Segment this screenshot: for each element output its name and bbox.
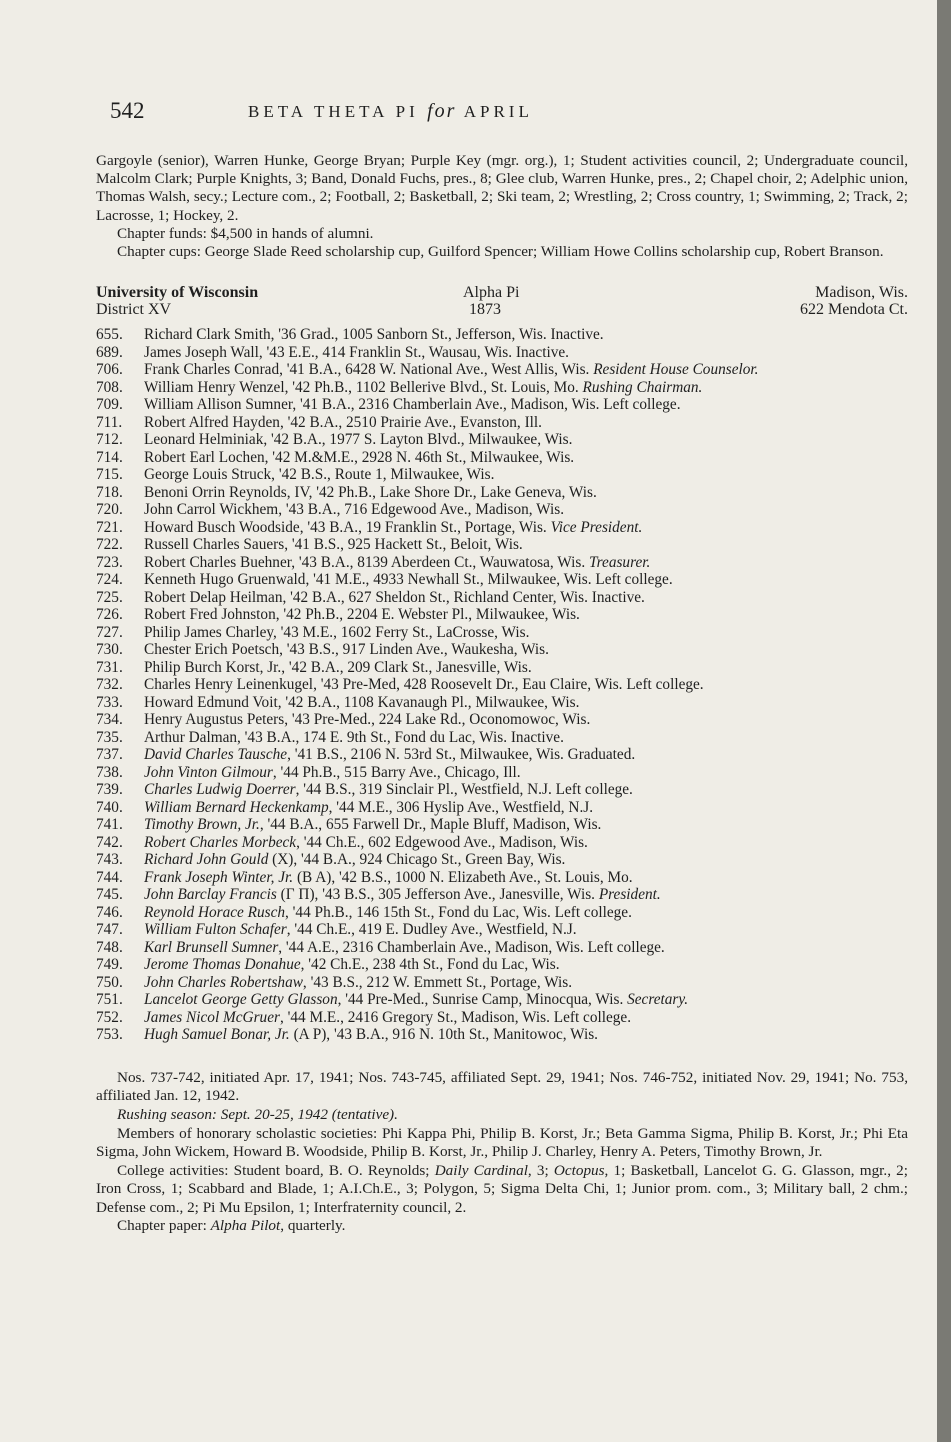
member-detail: , '43 B.A., 716 Edgewood Ave., Madison, Wis. [278,501,565,519]
member-entry [96,1009,908,1027]
chapter-funds: Chapter funds: $4,500 in hands of alumni. [117,224,374,242]
college-activities: College activities: Student board, B. O. Reynolds; Daily Cardinal, 3; Octopus, 1; Basketball, Lancelot G. G. Glasson, mgr., 2; Iron Cross, 1; Scabbard and Blade, 1; A.I.Ch.E., 3; Polygon, 5; Sigma Delta Chi, 1; Junior prom. com., 3; Military ball, 2 chm.; Defense com., 2; Pi Mu Epsilon, 1; Interfraternity council, 2. [96,1161,908,1216]
member-detail: , '42 Ph.B., 1102 Bellerive Blvd., St. Louis, Mo. [284,378,583,396]
member-entry [96,711,908,729]
member-detail: (Α Ρ), '43 B.A., 916 N. 10th St., Manitowoc, Wis. [289,1026,598,1044]
member-entry [96,886,908,904]
chapter-name: Alpha Pi [463,284,520,302]
member-number: 742. [96,833,123,851]
member-detail: , '43 B.A., 8139 Aberdeen Ct., Wauwatosa, Wis. [291,553,589,571]
member-entry [96,781,908,799]
member-name: John Barclay Francis [144,886,277,904]
member-entry [96,449,908,467]
page-edge-shadow [937,0,951,1442]
member-number: 733. [96,693,123,711]
member-detail: , '44 Ph.B., 515 Barry Ave., Chicago, Ill. [272,763,521,781]
member-number: 738. [96,763,123,781]
member-detail: , '43 B.A., 19 Franklin St., Portage, Wis. [299,518,551,536]
member-name: John Carrol Wickhem [144,501,279,519]
member-name: Richard Clark Smith [144,326,271,344]
member-name: Robert Earl Lochen [144,448,265,466]
member-office: Vice President. [550,518,643,536]
chapter-heading [96,284,908,320]
member-name: Robert Alfred Hayden [144,413,280,431]
member-name: Richard John Gould [144,851,269,869]
member-detail: , '42 B.A., 209 Clark St., Janesville, Wis. [281,658,532,676]
member-entry [96,519,908,537]
member-name: Arthur Dalman [144,728,238,746]
member-entry [96,799,908,817]
member-entry [96,1026,908,1044]
member-detail: , '43 B.S., 212 W. Emmett St., Portage, Wis. [302,973,573,991]
member-detail: , '44 A.E., 2316 Chamberlain Ave., Madison, Wis. Left college. [278,938,665,956]
member-name: Chester Erich Poetsch [144,641,280,659]
activities-paragraph: Gargoyle (senior), Warren Hunke, George Bryan; Purple Key (mgr. org.), 1; Student activities council, 2; Undergraduate council, Malcolm Clark; Purple Knights, 3; Band, Donald Fuchs, pres., 8; Glee club, Warren Hunke, pres., 2; Chapel choir, 2; Adelphic union, Thomas Walsh, secy.; Lecture com., 2; Football, 2; Basketball, 2; Ski team, 2; Wrestling, 2; Cross country, 1; Swimming, 2; Track, 2; Lacrosse, 1; Hockey, 2. [96,152,908,224]
member-entry [96,554,908,572]
member-detail: , '36 Grad., 1005 Sanborn St., Jefferson, Wis. Inactive. [270,326,604,344]
member-office: Treasurer. [588,553,651,571]
member-entry [96,414,908,432]
member-number: 714. [96,448,123,466]
member-entry [96,921,908,939]
member-name: Philip Burch Korst, Jr. [144,658,282,676]
member-name: William Allison Sumner [144,396,293,414]
member-entry [96,939,908,957]
member-name: Karl Brunsell Sumner [144,938,279,956]
member-entry [96,501,908,519]
page-content [96,152,908,1236]
member-detail: , '44 B.S., 319 Sinclair Pl., Westfield, N.J. Left college. [295,781,633,799]
member-entry [96,851,908,869]
member-entry [96,326,908,344]
member-number: 711. [96,413,123,431]
member-detail: , '43 Pre-Med., 224 Lake Rd., Oconomowoc, Wis. [284,711,591,729]
member-number: 746. [96,903,123,921]
member-number: 718. [96,483,123,501]
member-number: 655. [96,326,123,344]
member-entry [96,869,908,887]
member-number: 748. [96,938,123,956]
member-detail: (X), '44 B.A., 924 Chicago St., Green Bay, Wis. [268,851,566,869]
running-title: BETA THETA PI for APRIL [248,100,533,122]
member-number: 741. [96,816,123,834]
member-detail: , '44 M.E., 2416 Gregory St., Madison, Wis. Left college. [279,1008,632,1026]
member-name: Jerome Thomas Donahue [144,956,301,974]
member-detail: , '43 Pre-Med, 428 Roosevelt Dr., Eau Claire, Wis. Left college. [313,676,704,694]
member-number: 750. [96,973,123,991]
member-entry [96,676,908,694]
member-entry [96,659,908,677]
member-number: 724. [96,571,123,589]
member-name: Charles Henry Leinenkugel [144,676,314,694]
member-number: 708. [96,378,123,396]
member-detail: , '41 B.S., 925 Hackett St., Beloit, Wis. [284,536,523,554]
member-name: William Bernard Heckenkamp [144,798,329,816]
member-number: 747. [96,921,123,939]
member-detail: , '42 B.A., 2510 Prairie Ave., Evanston, Ill. [279,413,543,431]
member-number: 721. [96,518,123,536]
member-entry [96,816,908,834]
page-number: 542 [110,98,145,123]
member-name: Russell Charles Sauers [144,536,285,554]
member-detail: , '44 Ch.E., 419 E. Dudley Ave., Westfield, N.J. [286,921,577,939]
member-name: Robert Charles Buehner [144,553,292,571]
member-name: Leonard Helminiak [144,431,264,449]
member-office: Rushing Chairman. [582,378,703,396]
member-name: Frank Charles Conrad [144,361,280,379]
member-number: 712. [96,431,123,449]
member-entry [96,431,908,449]
member-number: 739. [96,781,123,799]
member-name: William Henry Wenzel [144,378,285,396]
member-detail: , '43 E.E., 414 Franklin St., Wausau, Wis. Inactive. [258,343,569,361]
member-name: John Vinton Gilmour [144,763,273,781]
member-detail: , '42 B.A., 1108 Kavanaugh Pl., Milwaukee, Wis. [277,693,580,711]
member-name: Robert Delap Heilman [144,588,283,606]
running-header [110,98,910,132]
member-name: William Fulton Schafer [144,921,287,939]
member-number: 727. [96,623,123,641]
member-number: 744. [96,868,123,886]
member-number: 734. [96,711,123,729]
member-detail: , '41 M.E., 4933 Newhall St., Milwaukee, Wis. Left college. [305,571,673,589]
member-number: 752. [96,1008,123,1026]
member-entry [96,834,908,852]
member-detail: , '42 Ch.E., 238 4th St., Fond du Lac, Wis. [300,956,560,974]
member-name: Henry Augustus Peters [144,711,285,729]
member-detail: , '42 B.S., Route 1, Milwaukee, Wis. [271,466,495,484]
chapter-city: Madison, Wis. [815,284,908,302]
member-entry [96,729,908,747]
member-detail: , '41 B.A., 2316 Chamberlain Ave., Madison, Wis. Left college. [292,396,681,414]
member-detail: , '44 M.E., 306 Hyslip Ave., Westfield, N.J. [328,798,594,816]
district: District XV [96,301,172,319]
member-detail: , '42 M.&M.E., 2928 N. 46th St., Milwaukee, Wis. [264,448,575,466]
chapter-founded: 1873 [469,301,501,319]
member-entry [96,344,908,362]
member-entry [96,974,908,992]
member-roster [96,326,908,1044]
member-entry [96,536,908,554]
member-entry [96,624,908,642]
member-name: George Louis Struck [144,466,272,484]
member-name: Robert Charles Morbeck [144,833,297,851]
member-entry [96,641,908,659]
member-number: 740. [96,798,123,816]
member-detail: , '44 Pre-Med., Sunrise Camp, Minocqua, Wis. [337,991,628,1009]
member-number: 689. [96,343,123,361]
member-entry [96,991,908,1009]
member-name: Benoni Orrin Reynolds, IV [144,483,309,501]
member-detail: , '42 Ph.B., Lake Shore Dr., Lake Geneva, Wis. [308,483,597,501]
member-name: James Joseph Wall [144,343,259,361]
member-number: 732. [96,676,123,694]
member-number: 722. [96,536,123,554]
member-detail: , '44 Ch.E., 602 Edgewood Ave., Madison, Wis. [296,833,588,851]
member-detail: (B A), '42 B.S., 1000 N. Elizabeth Ave., St. Louis, Mo. [293,868,633,886]
member-number: 749. [96,956,123,974]
member-detail: , '41 B.S., 2106 N. 53rd St., Milwaukee, Wis. Graduated. [287,746,636,764]
initiation-note: Nos. 737-742, initiated Apr. 17, 1941; Nos. 743-745, affiliated Sept. 29, 1941; Nos. 746-752, initiated Nov. 29, 1941; No. 753, affiliated Jan. 12, 1942. [96,1068,908,1105]
chapter-paper: Chapter paper: Alpha Pilot, quarterly. [117,1217,346,1235]
member-entry [96,764,908,782]
member-number: 731. [96,658,123,676]
member-name: Kenneth Hugo Gruenwald [144,571,306,589]
member-entry [96,361,908,379]
member-number: 737. [96,746,123,764]
member-number: 725. [96,588,123,606]
university-name: University of Wisconsin [96,284,259,302]
member-office: Resident House Counselor. [593,361,759,379]
member-detail: , '44 Ph.B., 146 15th St., Fond du Lac, Wis. Left college. [285,903,632,921]
member-number: 726. [96,606,123,624]
member-number: 706. [96,361,123,379]
member-detail: (Γ Π), '43 B.S., 305 Jefferson Ave., Janesville, Wis. [276,886,599,904]
member-name: Hugh Samuel Bonar, Jr. [144,1026,290,1044]
member-entry [96,606,908,624]
member-detail: , '44 B.A., 655 Farwell Dr., Maple Bluff, Madison, Wis. [259,816,602,834]
chapter-cups: Chapter cups: George Slade Reed scholarship cup, Guilford Spencer; William Howe Collins scholarship cup, Robert Branson. [117,243,884,261]
member-name: Timothy Brown, Jr. [144,816,260,834]
member-detail: , '43 B.A., 174 E. 9th St., Fond du Lac, Wis. Inactive. [237,728,564,746]
member-name: James Nicol McGruer [144,1008,280,1026]
member-number: 743. [96,851,123,869]
member-number: 720. [96,501,123,519]
member-number: 751. [96,991,123,1009]
member-entry [96,956,908,974]
member-entry [96,694,908,712]
member-entry [96,746,908,764]
chapter-notes [96,1069,908,1236]
member-office: Secretary. [627,991,689,1009]
member-detail: , '43 M.E., 1602 Ferry St., LaCrosse, Wis. [273,623,530,641]
member-number: 730. [96,641,123,659]
member-detail: , '42 Ph.B., 2204 E. Webster Pl., Milwaukee, Wis. [275,606,580,624]
member-name: Howard Busch Woodside [144,518,300,536]
member-entry [96,396,908,414]
member-name: Robert Fred Johnston [144,606,276,624]
member-name: Howard Edmund Voit [144,693,278,711]
member-number: 709. [96,396,123,414]
member-name: Philip James Charley [144,623,274,641]
honorary-societies: Members of honorary scholastic societies: Phi Kappa Phi, Philip B. Korst, Jr.; Beta Gamma Sigma, Philip B. Korst, Jr.; Phi Eta Sigma, John Wickem, Howard B. Woodside, Philip B. Korst, Jr., Philip J. Charley, Henry A. Peters, Timothy Brown, Jr. [96,1124,908,1161]
member-number: 723. [96,553,123,571]
member-entry [96,379,908,397]
member-entry [96,484,908,502]
chapter-address: 622 Mendota Ct. [800,301,908,319]
member-name: Reynold Horace Rusch [144,903,286,921]
member-office: President. [598,886,661,904]
member-detail: , '42 B.A., 627 Sheldon St., Richland Center, Wis. Inactive. [282,588,645,606]
member-entry [96,571,908,589]
member-number: 735. [96,728,123,746]
member-entry [96,589,908,607]
member-number: 715. [96,466,123,484]
member-entry [96,904,908,922]
member-name: John Charles Robertshaw [144,973,303,991]
member-number: 753. [96,1026,123,1044]
rushing-season: Rushing season: Sept. 20-25, 1942 (tentative). [117,1105,398,1123]
member-name: Charles Ludwig Doerrer [144,781,296,799]
member-name: Lancelot George Getty Glasson [144,991,338,1009]
member-detail: , '42 B.A., 1977 S. Layton Blvd., Milwaukee, Wis. [263,431,573,449]
member-name: Frank Joseph Winter, Jr. [144,868,294,886]
member-name: David Charles Tausche [144,746,288,764]
member-detail: , '41 B.A., 6428 W. National Ave., West Allis, Wis. [279,361,594,379]
member-number: 745. [96,886,123,904]
member-entry [96,466,908,484]
member-detail: , '43 B.S., 917 Linden Ave., Waukesha, Wis. [279,641,549,659]
